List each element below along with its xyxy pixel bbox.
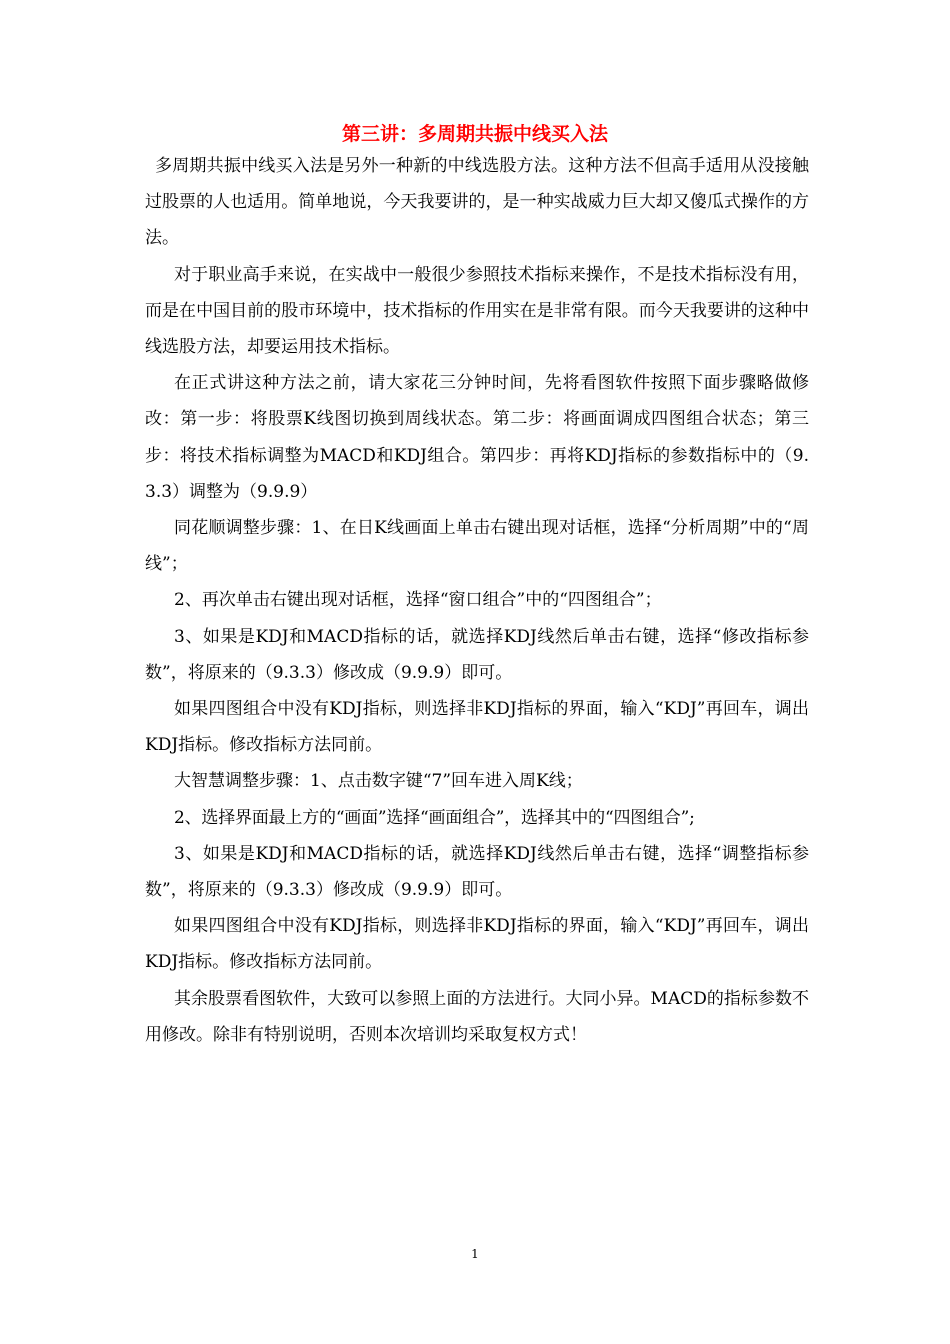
- paragraph: 对于职业高手来说，在实战中一般很少参照技术指标来操作，不是技术指标没有用，而是在中国目前的股市环境中，技术指标的作用实在是非常有限。而今天我要讲的这种中线选股方法，却要运用技术指标。: [145, 264, 809, 358]
- paragraph: 2、再次单击右键出现对话框，选择“窗口组合”中的“四图组合”；: [174, 590, 662, 611]
- paragraph: 2、选择界面最上方的“画面”选择“画面组合”，选择其中的“四图组合”;: [174, 807, 695, 828]
- document-body: [145, 148, 809, 1053]
- paragraph: 如果四图组合中没有KDJ指标，则选择非KDJ指标的界面，输入“KDJ”再回车，调出KDJ指标。修改指标方法同前。: [145, 916, 809, 973]
- paragraph: 3、如果是KDJ和MACD指标的话，就选择KDJ线然后单击右键，选择“调整指标参数”，将原来的（9.3.3）修改成（9.9.9）即可。: [145, 843, 809, 901]
- paragraph: 在正式讲这种方法之前，请大家花三分钟时间，先将看图软件按照下面步骤略做修改：第一步：将股票K线图切换到周线状态。第二步：将画面调成四图组合状态；第三步：将技术指标调整为MACD和KDJ组合。第四步：再将KDJ指标的参数指标中的（9.3.3）调整为（9.9.9）: [145, 373, 809, 502]
- paragraph: 大智慧调整步骤：1、点击数字键“7”回车进入周K线；: [174, 771, 583, 792]
- paragraph: 其余股票看图软件，大致可以参照上面的方法进行。大同小异。MACD的指标参数不用修改。除非有特别说明，否则本次培训均采取复权方式！: [145, 988, 809, 1045]
- page-number: 1: [471, 1247, 479, 1261]
- paragraph: 3、如果是KDJ和MACD指标的话，就选择KDJ线然后单击右键，选择“修改指标参数”，将原来的（9.3.3）修改成（9.9.9）即可。: [145, 626, 809, 683]
- paragraph: 多周期共振中线买入法是另外一种新的中线选股方法。这种方法不但高手适用从没接触过股票的人也适用。简单地说，今天我要讲的，是一种实战威力巨大却又傻瓜式操作的方法。: [145, 156, 809, 249]
- paragraph: 同花顺调整步骤：1、在日K线画面上单击右键出现对话框，选择“分析周期”中的“周线”；: [145, 518, 809, 575]
- paragraph: 如果四图组合中没有KDJ指标，则选择非KDJ指标的界面，输入“KDJ”再回车，调出KDJ指标。修改指标方法同前。: [145, 699, 809, 756]
- document-title: 第三讲：多周期共振中线买入法: [341, 123, 608, 145]
